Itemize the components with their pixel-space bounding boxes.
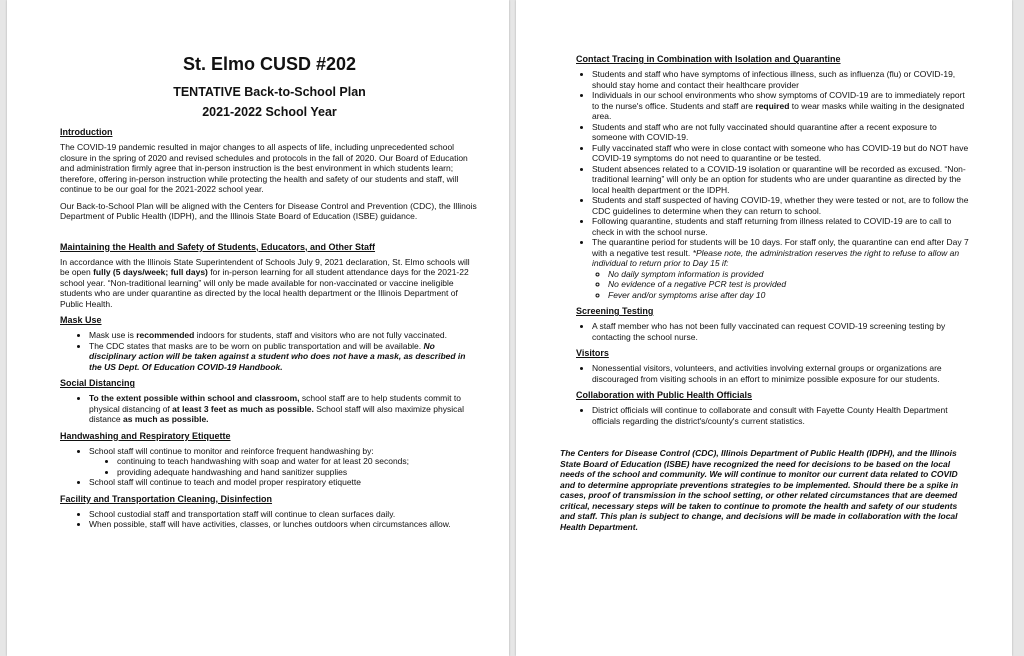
handwashing-heading: Handwashing and Respiratory Etiquette [60,430,231,441]
social-distancing-heading: Social Distancing [60,378,136,388]
intro-paragraph-2: Our Back-to-School Plan will be aligned with the Centers for Disease Control and Prevention (CDC), the Illinois Department of Public Health (IDPH), and the Illinois State Board of Education (ISBE) guidance. [60,200,477,221]
list-item: • continuing to teach handwashing with soap and water for at least 20 seconds; [117,456,479,467]
cleaning-heading: Facility and Transportation Cleaning, Disinfection [60,493,273,504]
document-page-2 [516,0,1012,656]
list-item: • Individuals in our school environments who show symptoms of COVID-19 are to immediately report to the nurse's office. Students and staff are required to wear masks while waiting in the designated area. [592,90,972,122]
screening-testing-heading: Screening Testing [576,306,654,316]
list-item: • Following quarantine, students and staff returning from illness related to COVID-19 are to call to check in with the school nurse. [592,216,972,237]
health-safety-heading: Maintaining the Health and Safety of Students, Educators, and Other Staff [60,241,376,252]
intro-heading: Introduction [60,127,113,137]
list-item: • When possible, staff will have activities, classes, or lunches outdoors when circumstances allow. [89,519,479,530]
list-item: • Students and staff who have symptoms of infectious illness, such as influenza (flu) or COVID-19, should stay home and contact their healthcare provider [592,69,972,90]
handwashing-list [60,446,479,488]
closing-statement: The Centers for Disease Control (CDC), Illinois Department of Public Health (IDPH), and the Illinois State Board of Education (ISBE) have recognized the need for decisions to be based on the local needs of the school and community. We will continue to monitor our current data related to COVID and to determine appropriate preventions strategies to be implemented. Should there be a spike in cases, proof of transmission in the school setting, or other related circumstances that are deemed critical, necessary steps will be taken to continue to promote the health and safety of our students and staff. This plan is subject to change, and decisions will be made in collaboration with the local Health Department. [560,448,959,532]
school-year: 2021-2022 School Year [202,105,337,119]
visitors-list [576,363,972,384]
contact-tracing-list [576,69,972,300]
health-safety-paragraph: In accordance with the Illinois State Superintendent of Schools July 9, 2021 declaration, St. Elmo schools will be open fully (5 days/week; full days) for in-person learning for all student attendance days for the 2021-22 school year. “Non-traditional learning” will only be made available for non-vaccinated or vaccine ineligible students who are under quarantine as directed by the local health department or the Illinois Department of Public Health. [60,256,470,309]
screening-testing-list [576,321,972,342]
list-item: • A staff member who has not been fully vaccinated can request COVID-19 screening testing by contacting the school nurse. [592,321,972,342]
list-item: • School custodial staff and transportation staff will continue to clean surfaces daily. [89,509,479,520]
cleaning-list [60,509,479,530]
list-item: • District officials will continue to collaborate and consult with Fayette County Health Department officials regarding the district's/county's current statistics. [592,405,972,426]
list-item: • The quarantine period for students will be 10 days. For staff only, the quarantine can end after Day 7 with a negative test result. *Please note, the administration reserves the right to refuse to allow an individual to return prior to Day 15 if: ◦ No daily symptom information is provided ◦ No evidence of a negative PCR test is provided ◦ Fever and/or symptoms arise after day 10 [592,237,972,300]
list-item: • To the extent possible within school and classroom, school staff are to help students commit to physical distancing of at least 3 feet as much as possible. School staff will also maximize physical distance as much as possible. [89,393,479,425]
social-distancing-list [60,393,479,425]
collaboration-list [576,405,972,426]
mask-use-heading: Mask Use [60,315,102,325]
intro-paragraph-1: The COVID-19 pandemic resulted in major changes to all aspects of life, including unprecedented school closure in the spring of 2020 and revised schedules and protocols in the fall of 2020. Our Board of Education and administration firmly agree that in-person instruction is the best environment in which students learn; therefore, offering in-person instruction while protecting the health and safety of our students and staff, will continue to be our goal for the 2021-2022 school year. [60,142,468,194]
collaboration-heading: Collaboration with Public Health Officials [576,390,753,400]
quarantine-conditions-list [592,269,972,301]
document-page-1 [7,0,509,656]
list-item: • Student absences related to a COVID-19 isolation or quarantine will be recorded as excused. “Non-traditional learning” will only be an option for students who are under quarantine as directed by the local health department or the IDPH. [592,164,972,196]
list-item: • Students and staff who are not fully vaccinated should quarantine after a recent exposure to someone with COVID-19. [592,122,972,143]
contact-tracing-heading: Contact Tracing in Combination with Isolation and Quarantine [576,54,841,64]
document-title: St. Elmo CUSD #202 [182,54,357,74]
list-item: • The CDC states that masks are to be worn on public transportation and will be available. No disciplinary action will be taken against a student who does not have a mask, as described in the US Dept. Of Education COVID-19 Handbook. [89,341,479,373]
list-item: ◦ Fever and/or symptoms arise after day 10 [608,290,972,301]
visitors-heading: Visitors [576,348,609,358]
mask-use-list [60,330,479,372]
list-item: • Students and staff suspected of having COVID-19, whether they were tested or not, are to follow the CDC guidelines to determine when they can return to school. [592,195,972,216]
list-item: ◦ No daily symptom information is provided [608,269,972,280]
list-item: • Mask use is recommended indoors for students, staff and visitors who are not fully vaccinated. [89,330,479,341]
list-item: • providing adequate handwashing and hand sanitizer supplies [117,467,479,478]
list-item: • Nonessential visitors, volunteers, and activities involving external groups or organizations are discouraged from visiting schools in an effort to minimize possible exposure for our students. [592,363,972,384]
document-subtitle: TENTATIVE Back-to-School Plan [173,85,366,99]
list-item: • School staff will continue to teach and model proper respiratory etiquette [89,477,479,488]
list-item: ◦ No evidence of a negative PCR test is provided [608,279,972,290]
list-item: • School staff will continue to monitor and reinforce frequent handwashing by: • continuing to teach handwashing with soap and water for at least 20 seconds; • providing adequate handwashing and hand sanitizer supplies [89,446,479,478]
list-item: • Fully vaccinated staff who were in close contact with someone who has COVID-19 but do NOT have COVID-19 symptoms do not need to quarantine or be tested. [592,143,972,164]
